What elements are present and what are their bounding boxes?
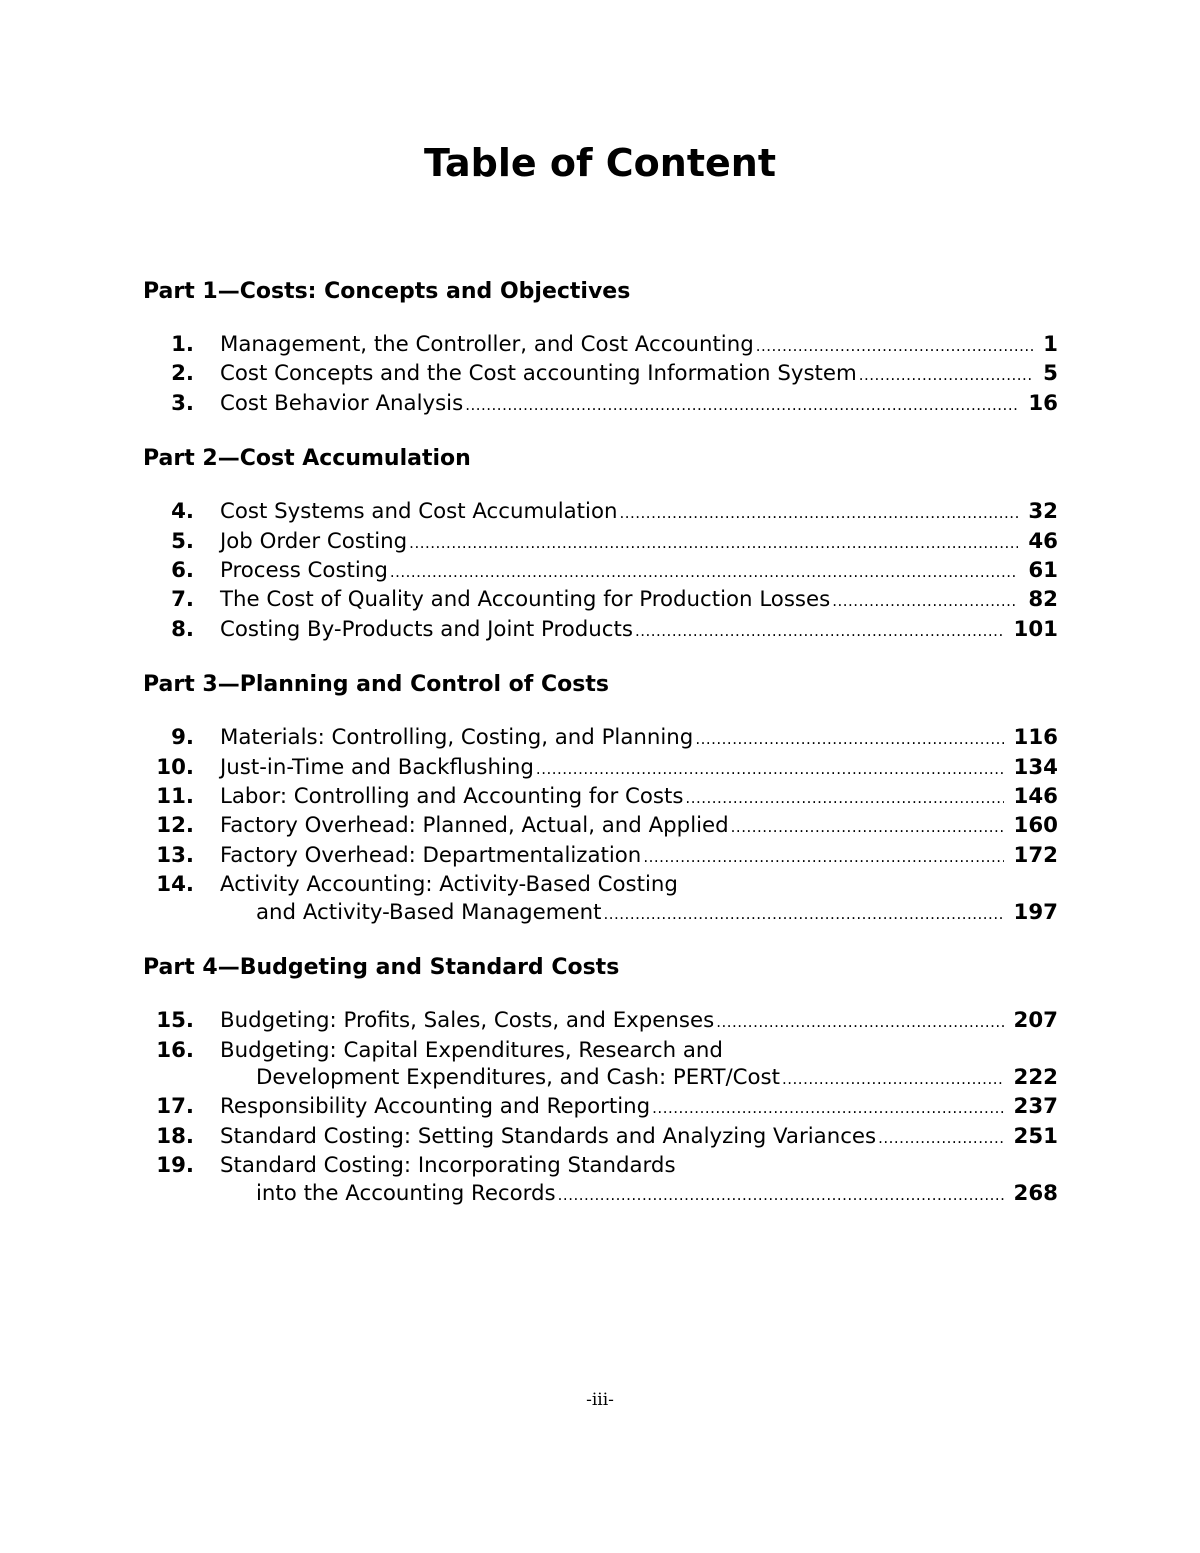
- chapter-number: 15.: [156, 1008, 194, 1034]
- page-number: 146: [1013, 784, 1058, 810]
- chapter-number: 16.: [156, 1037, 194, 1063]
- chapter-number: 5.: [171, 528, 194, 554]
- toc-entry[interactable]: [143, 812, 1058, 841]
- dot-leader: [465, 392, 1018, 419]
- chapter-title: Materials: Controlling, Costing, and Planning: [220, 725, 694, 751]
- toc-part: [143, 443, 1058, 645]
- chapter-title: Job Order Costing: [220, 528, 408, 554]
- chapter-number: 11.: [156, 784, 194, 810]
- chapter-number: 14.: [156, 872, 194, 898]
- chapter-title-continued: Development Expenditures, and Cash: PERT/Cost: [256, 1064, 780, 1090]
- page-number: 172: [1013, 842, 1058, 868]
- toc-entry[interactable]: [143, 498, 1058, 527]
- dot-leader: [859, 362, 1033, 389]
- toc-entry[interactable]: [143, 528, 1058, 557]
- page-number: 1: [1043, 332, 1058, 357]
- toc-entry[interactable]: [143, 390, 1058, 419]
- chapter-number: 10.: [156, 754, 194, 780]
- chapter-title: Budgeting: Profits, Sales, Costs, and Expenses: [220, 1008, 715, 1034]
- page-title: Table of Content: [424, 141, 776, 185]
- page-number: 46: [1028, 528, 1058, 554]
- chapter-title: Labor: Controlling and Accounting for Costs: [220, 784, 684, 810]
- toc-entry[interactable]: [143, 1007, 1058, 1036]
- dot-leader: [558, 1182, 1004, 1209]
- toc-entry[interactable]: [143, 1152, 1058, 1209]
- chapter-number: 4.: [171, 499, 194, 525]
- dot-leader: [603, 901, 1003, 928]
- chapter-number: 1.: [171, 332, 194, 357]
- toc-part: [143, 669, 1058, 928]
- chapter-title: Budgeting: Capital Expenditures, Research and: [220, 1037, 723, 1063]
- chapter-title-continued: and Activity-Based Management: [256, 899, 602, 925]
- chapter-number: 9.: [171, 725, 194, 751]
- chapter-number: 12.: [156, 813, 194, 839]
- chapter-title: Cost Concepts and the Cost accounting Information System: [220, 361, 857, 387]
- chapter-title: Management, the Controller, and Cost Accounting: [220, 332, 754, 357]
- dot-leader: [695, 726, 1003, 753]
- chapter-title: Cost Behavior Analysis: [220, 390, 464, 416]
- page-number: 268: [1013, 1180, 1058, 1206]
- chapter-title: Standard Costing: Incorporating Standards: [220, 1153, 676, 1179]
- chapter-title: Cost Systems and Cost Accumulation: [220, 499, 618, 525]
- chapter-title: Factory Overhead: Planned, Actual, and Applied: [220, 813, 729, 839]
- toc-entry[interactable]: [143, 871, 1058, 928]
- dot-leader: [878, 1125, 1003, 1152]
- toc-entry[interactable]: [143, 783, 1058, 812]
- dot-leader: [731, 814, 1004, 841]
- page-number: 32: [1028, 499, 1058, 525]
- toc-entry[interactable]: [143, 1123, 1058, 1152]
- chapter-title-continued: into the Accounting Records: [256, 1180, 556, 1206]
- page-number: 116: [1013, 725, 1058, 751]
- toc-entry[interactable]: [143, 331, 1058, 360]
- part-heading: Part 4—Budgeting and Standard Costs: [143, 955, 620, 981]
- dot-leader: [782, 1066, 1004, 1093]
- dot-leader: [390, 559, 1019, 586]
- chapter-number: 17.: [156, 1094, 194, 1120]
- dot-leader: [409, 530, 1018, 557]
- chapter-number: 2.: [171, 361, 194, 387]
- chapter-number: 8.: [171, 616, 194, 642]
- chapter-title: Factory Overhead: Departmentalization: [220, 842, 642, 868]
- chapter-number: 3.: [171, 390, 194, 416]
- toc-entry[interactable]: [143, 586, 1058, 615]
- dot-leader: [643, 844, 1003, 871]
- toc-entry[interactable]: [143, 616, 1058, 645]
- dot-leader: [832, 588, 1018, 615]
- page-number: 101: [1013, 616, 1058, 642]
- page-number: 160: [1013, 813, 1058, 839]
- page-number: 207: [1013, 1008, 1058, 1034]
- toc-part: [143, 276, 1058, 419]
- dot-leader: [652, 1095, 1003, 1122]
- chapter-number: 7.: [171, 587, 194, 613]
- chapter-title: Just-in-Time and Backflushing: [220, 754, 534, 780]
- page-number: 237: [1013, 1094, 1058, 1120]
- page-number: 251: [1013, 1123, 1058, 1149]
- page-number: 5: [1043, 361, 1058, 387]
- chapter-title: Costing By-Products and Joint Products: [220, 616, 633, 642]
- page-number: 197: [1013, 899, 1058, 925]
- toc-part: [143, 952, 1058, 1209]
- chapter-title: Process Costing: [220, 558, 388, 584]
- dot-leader: [716, 1009, 1003, 1036]
- toc-entry[interactable]: [143, 842, 1058, 871]
- chapter-number: 18.: [156, 1123, 194, 1149]
- dot-leader: [756, 333, 1033, 360]
- page-number: 82: [1028, 587, 1058, 613]
- page-number: 61: [1028, 558, 1058, 584]
- page-number: 16: [1028, 390, 1058, 416]
- dot-leader: [685, 785, 1003, 812]
- dot-leader: [619, 500, 1018, 527]
- toc-entry[interactable]: [143, 360, 1058, 389]
- page-number: 222: [1013, 1064, 1058, 1090]
- chapter-number: 6.: [171, 558, 194, 584]
- dot-leader: [536, 756, 1004, 783]
- page-footer-number: -iii-: [586, 1390, 614, 1410]
- table-of-contents: [143, 276, 1058, 1209]
- chapter-title: Activity Accounting: Activity-Based Costing: [220, 872, 678, 898]
- part-heading: Part 2—Cost Accumulation: [143, 446, 471, 472]
- page-number: 134: [1013, 754, 1058, 780]
- chapter-title: Standard Costing: Setting Standards and Analyzing Variances: [220, 1123, 877, 1149]
- toc-entry[interactable]: [143, 1037, 1058, 1094]
- dot-leader: [635, 618, 1004, 645]
- part-heading: Part 3—Planning and Control of Costs: [143, 672, 609, 698]
- toc-entry[interactable]: [143, 557, 1058, 586]
- toc-entry[interactable]: [143, 724, 1058, 753]
- chapter-number: 13.: [156, 842, 194, 868]
- toc-entry[interactable]: [143, 754, 1058, 783]
- chapter-title: Responsibility Accounting and Reporting: [220, 1094, 651, 1120]
- chapter-number: 19.: [156, 1153, 194, 1179]
- toc-entry[interactable]: [143, 1093, 1058, 1122]
- part-heading: Part 1—Costs: Concepts and Objectives: [143, 279, 631, 304]
- chapter-title: The Cost of Quality and Accounting for Production Losses: [220, 587, 831, 613]
